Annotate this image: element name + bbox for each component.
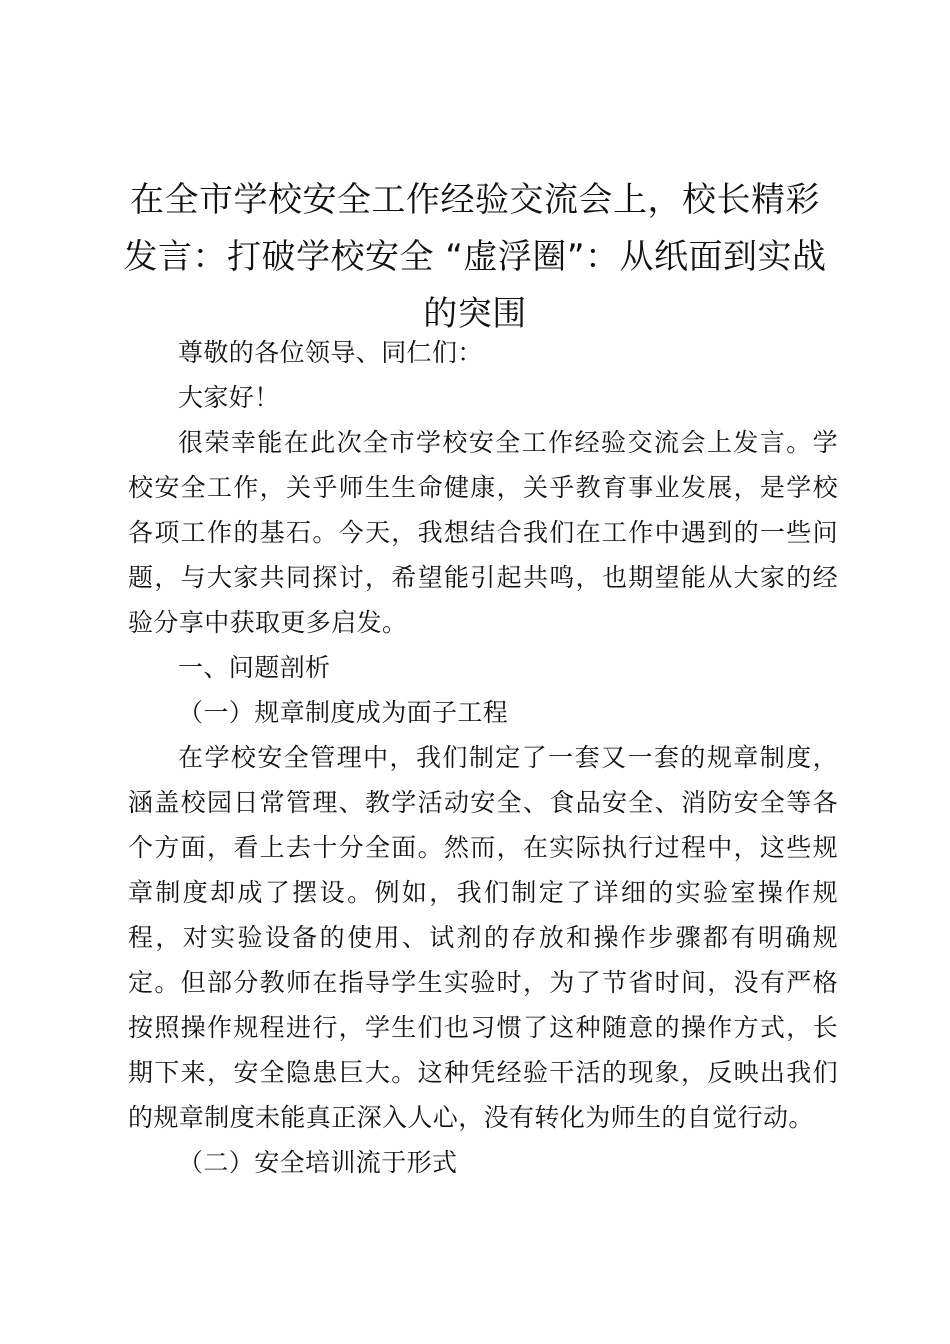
document-body bbox=[128, 330, 838, 1185]
intro-paragraph: 很荣幸能在此次全市学校安全工作经验交流会上发言。学校安全工作，关乎师生生命健康，关乎教育事业发展，是学校各项工作的基石。今天，我想结合我们在工作中遇到的一些问题，与大家共同探讨，希望能引起共鸣，也期望能从大家的经验分享中获取更多启发。 bbox=[128, 428, 838, 637]
section-heading: 一、问题剖析 bbox=[178, 653, 331, 682]
subsection-heading-1: （一）规章制度成为面子工程 bbox=[178, 698, 509, 727]
document-title: 在全市学校安全工作经验交流会上，校长精彩发言：打破学校安全 “虚浮圈”：从纸面到实战的突围 bbox=[123, 180, 827, 334]
subsection-heading-2: （二）安全培训流于形式 bbox=[178, 1148, 458, 1177]
body-paragraph: 在学校安全管理中，我们制定了一套又一套的规章制度，涵盖校园日常管理、教学活动安全、食品安全、消防安全等各个方面，看上去十分全面。然而，在实际执行过程中，这些规章制度却成了摆设。例如，我们制定了详细的实验室操作规程，对实验设备的使用、试剂的存放和操作步骤都有明确规定。但部分教师在指导学生实验时，为了节省时间，没有严格按照操作规程进行，学生们也习惯了这种随意的操作方式，长期下来，安全隐患巨大。这种凭经验干活的现象，反映出我们的规章制度未能真正深入人心，没有转化为师生的自觉行动。 bbox=[128, 743, 838, 1132]
greeting: 大家好！ bbox=[178, 383, 280, 412]
salutation: 尊敬的各位领导、同仁们： bbox=[178, 338, 483, 367]
